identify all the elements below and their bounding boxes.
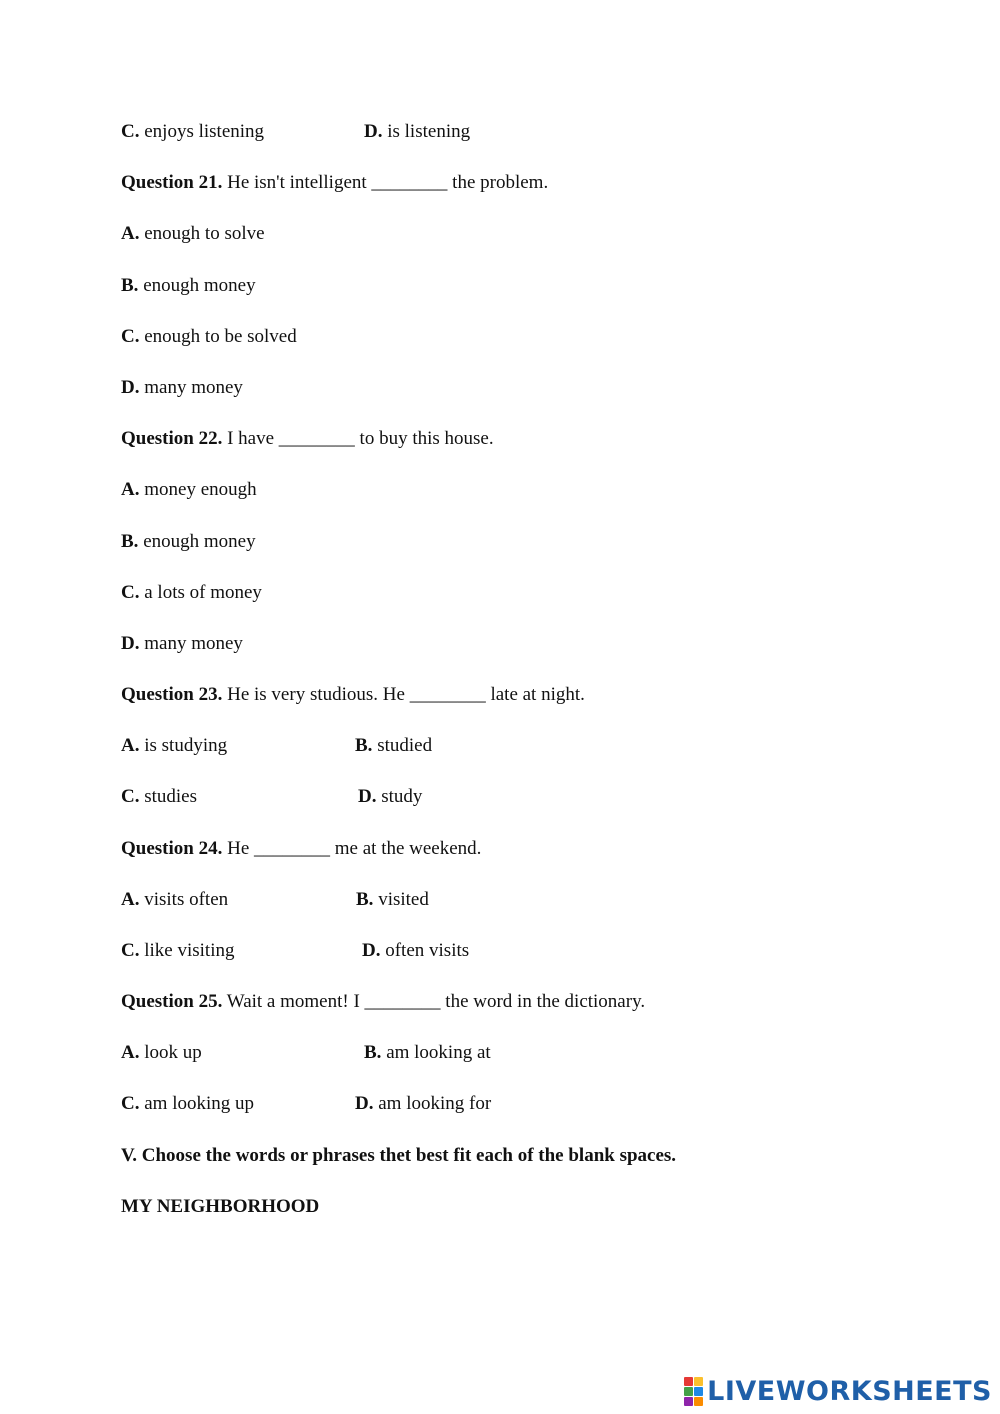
logo-square: [684, 1387, 693, 1396]
question-22: [121, 428, 494, 450]
q22-option-b: [121, 531, 256, 553]
option-label: D.: [358, 786, 377, 807]
option-text: am looking at: [386, 1042, 491, 1063]
option-label: D.: [355, 1093, 374, 1114]
q21-option-d: [121, 377, 243, 399]
q21-option-a: [121, 223, 265, 245]
section-v-heading: V. Choose the words or phrases thet best fit each of the blank spaces.: [121, 1145, 677, 1166]
q22-option-a: [121, 479, 257, 501]
option-text: studies: [144, 786, 198, 807]
option-label: B.: [356, 889, 374, 910]
question-21: [121, 172, 548, 194]
option-label: A.: [121, 735, 140, 756]
question-23: [121, 684, 585, 706]
q21-option-b: [121, 275, 256, 297]
question-label: Question 22.: [121, 428, 223, 449]
q20-option-d: [364, 121, 470, 143]
option-label: B.: [355, 735, 373, 756]
question-label: Question 21.: [121, 172, 223, 193]
question-text: He ________ me at the weekend.: [227, 838, 482, 859]
question-label: Question 25.: [121, 991, 223, 1012]
option-text: enough to solve: [144, 223, 265, 244]
q25-option-b: [364, 1042, 491, 1064]
logo-square: [684, 1397, 693, 1406]
option-text: many money: [144, 633, 243, 654]
option-text: a lots of money: [144, 582, 262, 603]
option-text: many money: [144, 377, 243, 398]
logo-square: [694, 1387, 703, 1396]
question-25: [121, 991, 645, 1013]
q23-option-b: [355, 735, 432, 757]
option-label: C.: [121, 786, 140, 807]
option-label: B.: [121, 275, 139, 296]
logo-square: [694, 1377, 703, 1386]
option-text: is listening: [387, 121, 471, 142]
option-label: A.: [121, 223, 140, 244]
question-text: He is very studious. He ________ late at night.: [227, 684, 585, 705]
option-text: look up: [144, 1042, 202, 1063]
option-label: C.: [121, 940, 140, 961]
q24-option-b: [356, 889, 429, 911]
option-text: am looking up: [144, 1093, 255, 1114]
section-v-subtitle: MY NEIGHBORHOOD: [121, 1196, 320, 1217]
option-label: C.: [121, 1093, 140, 1114]
option-label: A.: [121, 479, 140, 500]
q20-option-c: [121, 121, 264, 143]
logo-square: [694, 1397, 703, 1406]
question-label: Question 24.: [121, 838, 223, 859]
option-label: A.: [121, 889, 140, 910]
option-label: B.: [364, 1042, 382, 1063]
q25-option-a: [121, 1042, 202, 1064]
option-label: B.: [121, 531, 139, 552]
option-text: studied: [377, 735, 433, 756]
logo-square: [684, 1377, 693, 1386]
option-text: like visiting: [144, 940, 235, 961]
q23-option-a: [121, 735, 227, 757]
option-text: often visits: [385, 940, 470, 961]
option-text: enough to be solved: [144, 326, 297, 347]
option-text: is studying: [144, 735, 228, 756]
option-text: visits often: [144, 889, 229, 910]
option-text: enjoys listening: [144, 121, 265, 142]
option-label: D.: [121, 633, 140, 654]
q22-option-c: [121, 582, 262, 604]
q24-option-c: [121, 940, 234, 962]
option-label: C.: [121, 326, 140, 347]
q23-option-c: [121, 786, 197, 808]
option-label: C.: [121, 582, 140, 603]
option-text: visited: [378, 889, 429, 910]
question-text: He isn't intelligent ________ the problem.: [227, 172, 549, 193]
option-label: D.: [362, 940, 381, 961]
option-label: D.: [364, 121, 383, 142]
option-text: enough money: [143, 275, 256, 296]
q25-option-d: [355, 1093, 491, 1115]
logo-text: LIVEWORKSHEETS: [707, 1375, 992, 1407]
logo-mark-icon: [684, 1377, 703, 1406]
q21-option-c: [121, 326, 297, 348]
q24-option-d: [362, 940, 469, 962]
option-text: am looking for: [378, 1093, 492, 1114]
question-text: I have ________ to buy this house.: [227, 428, 494, 449]
liveworksheets-logo: [684, 1374, 992, 1408]
question-label: Question 23.: [121, 684, 223, 705]
option-label: D.: [121, 377, 140, 398]
question-text: Wait a moment! I ________ the word in the dictionary.: [226, 991, 646, 1012]
option-label: A.: [121, 1042, 140, 1063]
option-text: money enough: [144, 479, 257, 500]
option-text: study: [381, 786, 423, 807]
q24-option-a: [121, 889, 228, 911]
q22-option-d: [121, 633, 243, 655]
option-label: C.: [121, 121, 140, 142]
q25-option-c: [121, 1093, 254, 1115]
question-24: [121, 838, 481, 860]
option-text: enough money: [143, 531, 256, 552]
q23-option-d: [358, 786, 422, 808]
